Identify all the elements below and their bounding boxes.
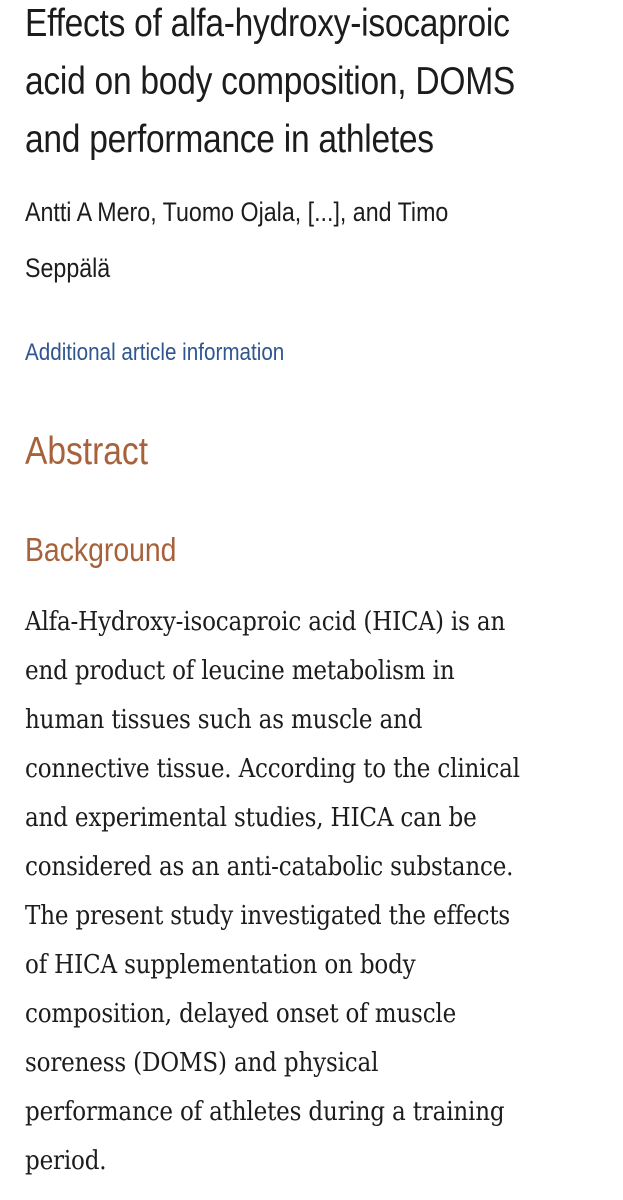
abstract-heading: Abstract bbox=[25, 430, 149, 473]
paragraph-line: considered as an anti-catabolic substance. bbox=[25, 852, 514, 882]
background-paragraph bbox=[25, 598, 601, 1186]
paragraph-line: connective tissue. According to the clinical bbox=[25, 754, 520, 784]
paragraph-line: performance of athletes during a training bbox=[25, 1097, 505, 1127]
article-title-line-2: acid on body composition, DOMS bbox=[25, 60, 516, 103]
paragraph-line: composition, delayed onset of muscle bbox=[25, 999, 457, 1029]
paragraph-line: of HICA supplementation on body bbox=[25, 950, 416, 980]
paragraph-line: human tissues such as muscle and bbox=[25, 705, 423, 735]
author-list-line-1 bbox=[25, 184, 515, 240]
paragraph-line: The present study investigated the effects bbox=[25, 901, 511, 931]
author-list bbox=[25, 184, 515, 296]
author-list-line-2: Seppälä bbox=[25, 253, 111, 283]
paragraph-line: Alfa-Hydroxy-isocaproic acid (HICA) is an bbox=[25, 607, 506, 637]
paragraph-line: soreness (DOMS) and physical bbox=[25, 1048, 379, 1078]
expand-authors-button[interactable]: [...] bbox=[307, 197, 340, 227]
article-title-line-3: and performance in athletes bbox=[25, 118, 434, 161]
article-title-line-1: Effects of alfa-hydroxy-isocaproic bbox=[25, 2, 510, 45]
authors-suffix: , and Timo bbox=[339, 197, 449, 227]
paragraph-line: and experimental studies, HICA can be bbox=[25, 803, 477, 833]
paragraph-line: end product of leucine metabolism in bbox=[25, 656, 455, 686]
background-heading: Background bbox=[25, 531, 177, 568]
article-title bbox=[25, 0, 584, 169]
authors-prefix: Antti A Mero, Tuomo Ojala, bbox=[25, 197, 308, 227]
additional-article-info-link[interactable]: Additional article information bbox=[25, 339, 285, 366]
paragraph-line: period. bbox=[25, 1146, 107, 1176]
